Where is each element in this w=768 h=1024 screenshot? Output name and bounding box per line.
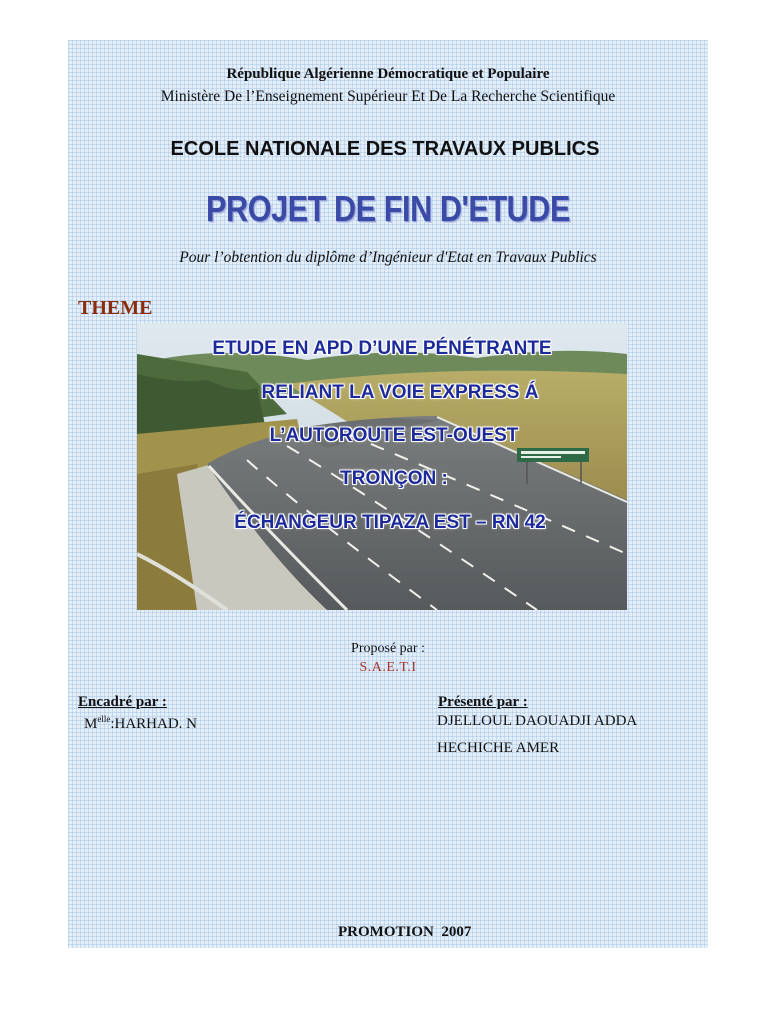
promotion-footer (338, 924, 471, 941)
supervisor-title-sup: elle (97, 714, 111, 724)
promotion-year: 2007 (441, 924, 472, 940)
theme-line: ÉCHANGEUR TIPAZA EST – RN 42 (234, 512, 546, 533)
diploma-subtitle: Pour l’obtention du diplôme d’Ingénieur d'Etat en Travaux Publics (179, 249, 597, 266)
theme-line: TRONÇON : (340, 468, 448, 489)
supervisor-title: M (84, 716, 98, 732)
supervised-by-label: Encadré par : (78, 694, 167, 710)
project-title: PROJET DE FIN D'ETUDE (206, 188, 570, 229)
student-name: HECHICHE AMER (437, 740, 560, 756)
theme-line: RELIANT LA VOIE EXPRESS Á (261, 382, 539, 403)
theme-label: THEME (78, 297, 153, 319)
proposed-by-value: S.A.E.T.I (359, 660, 417, 675)
theme-line: ETUDE EN APD D’UNE PÉNÉTRANTE (212, 338, 552, 359)
proposed-by-label: Proposé par : (351, 641, 425, 656)
presented-by-label: Présenté par : (438, 694, 528, 710)
student-name: DJELLOUL DAOUADJI ADDA (437, 713, 638, 729)
supervisor-name (84, 714, 197, 733)
highway-photo (137, 324, 627, 610)
promotion-label: PROMOTION (338, 924, 434, 940)
cover-page (68, 40, 708, 948)
school-name: ECOLE NATIONALE DES TRAVAUX PUBLICS (170, 138, 600, 160)
highway-illustration (137, 324, 627, 610)
republic-heading: République Algérienne Démocratique et Populaire (226, 66, 550, 82)
ministry-heading: Ministère De l’Enseignement Supérieur Et De La Recherche Scientifique (160, 88, 616, 105)
supervisor-name-text: :HARHAD. N (110, 716, 198, 732)
theme-line: L’AUTOROUTE EST-OUEST (269, 425, 519, 446)
